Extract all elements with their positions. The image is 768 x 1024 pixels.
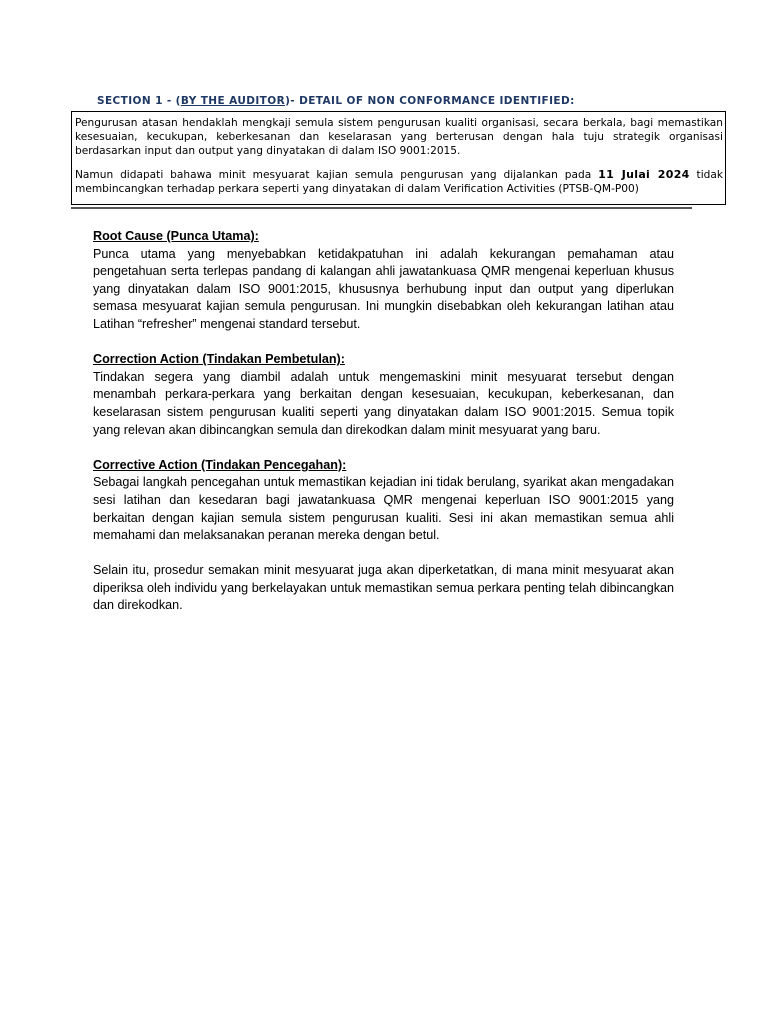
section-heading [97, 95, 575, 107]
section-suffix: )- DETAIL OF NON CONFORMANCE IDENTIFIED: [285, 95, 575, 107]
root-cause-text: Punca utama yang menyebabkan ketidakpatuhan ini adalah kekurangan pemahaman atau pengetahuan serta terlepas pandang di kalangan ahli jawatankuasa QMR mengenai keperluan khusus yang dinyatakan dalam ISO 9001:2015, khususnya berhubung input dan output yang diperlukan semasa mesyuarat kajian semula pengurusan. Ini mungkin disebabkan oleh kekurangan latihan atau Latihan “refresher” mengenai standard tersebut. [93, 246, 674, 331]
box-bottom-rule [71, 207, 692, 209]
nonconformance-paragraph-2 [75, 168, 723, 196]
correction-heading: Correction Action (Tindakan Pembetulan): [93, 352, 345, 367]
meeting-date: 11 Julai 2024 [598, 168, 690, 181]
corrective-section-continued [93, 562, 674, 615]
by-the-auditor-label: BY THE AUDITOR [180, 95, 286, 107]
correction-text: Tindakan segera yang diambil adalah untuk mengemaskini minit mesyuarat tersebut dengan menambah perkara-perkara yang berkaitan dengan kesesuaian, kecukupan, keberkesanan, dan keselarasan sistem pengurusan kualiti seperti yang dinyatakan dalam ISO 9001:2015. Semua topik yang relevan akan dibincangkan semula dan direkodkan dalam minit mesyuarat yang baru. [93, 369, 674, 437]
nonconformance-para2-start: Namun didapati bahawa minit mesyuarat kajian semula pengurusan yang dijalankan pada [75, 169, 599, 181]
response-body [93, 228, 674, 633]
nonconformance-box [71, 111, 726, 205]
root-cause-section [93, 228, 674, 334]
nonconformance-para2-end: tidak membincangkan terhadap perkara seperti yang dinyatakan di dalam Verification Activities (PTSB-QM-P00) [75, 169, 723, 195]
section-prefix: SECTION 1 - ( [97, 95, 181, 107]
corrective-text-2: Selain itu, prosedur semakan minit mesyuarat juga akan diperketatkan, di mana minit mesyuarat akan diperiksa oleh individu yang berkelayakan untuk memastikan semua perkara penting telah dibincangkan dan direkodkan. [93, 563, 674, 613]
correction-section [93, 351, 674, 439]
corrective-heading: Corrective Action (Tindakan Pencegahan): [93, 457, 347, 472]
corrective-section [93, 457, 674, 545]
root-cause-heading: Root Cause (Punca Utama): [93, 229, 259, 243]
nonconformance-paragraph-1: Pengurusan atasan hendaklah mengkaji semula sistem pengurusan kualiti organisasi, secara berkala, bagi memastikan kesesuaian, kecukupan, keberkesanan dan keselarasan yang berterusan dengan hala tuju strategik organisasi berdasarkan input dan output yang dinyatakan di dalam ISO 9001:2015. [75, 117, 723, 157]
corrective-text: Sebagai langkah pencegahan untuk memastikan kejadian ini tidak berulang, syarikat akan mengadakan sesi latihan dan kesedaran bagi jawatankuasa QMR mengenai keperluan ISO 9001:2015 yang berkaitan dengan kajian semula sistem pengurusan kualiti. Sesi ini akan memastikan semua ahli memahami dan melaksanakan peranan mereka dengan betul. [93, 475, 674, 543]
